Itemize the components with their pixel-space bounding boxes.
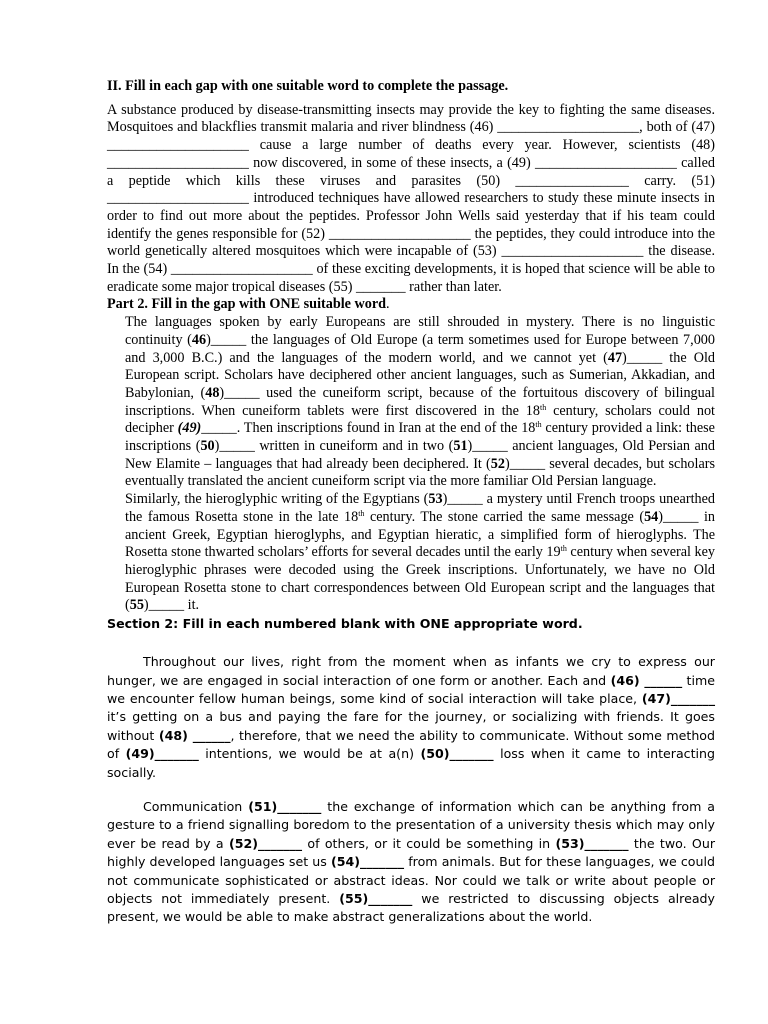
- section-1-passage: A substance produced by disease-transmitting insects may provide the key to fighting the same diseases. Mosquitoes and blackflies transmit malaria and river blindness (46) ____________________, both of (47) ____________________ cause a large number of deaths every year. However, scientists (48) ____________________ now discovered, in some of these insects, a (49) ____________________ called a peptide which kills these viruses and parasites (50) ________________ carry. (51) ____________________ introduced techniques have allowed researchers to study these minute insects in order to find out more about the peptides. Professor John Wells said yesterday that if his team could identify the genes responsible for (52) ____________________ the peptides, they could introduce into the world genetically altered mosquitoes which were incapable of (53) ____________________ the disease. In the (54) ____________________ of these exciting developments, it is hoped that science will be able to eradicate some major tropical diseases (55) _______ rather than later.: [107, 101, 715, 295]
- superscript: th: [539, 402, 547, 412]
- blank-number-53: 53: [428, 491, 443, 508]
- blank-number-48: 48: [205, 384, 220, 401]
- blank-50: (50)_______: [420, 746, 494, 762]
- blank-52: (52)_______: [228, 835, 303, 851]
- blank-number-49: (49): [177, 420, 202, 437]
- section-1: [107, 78, 715, 296]
- blank-47: (47)_______: [641, 690, 715, 706]
- section-2-paragraph-2: [107, 798, 715, 927]
- worksheet-page: [107, 78, 715, 927]
- text-run: )_____ it.: [143, 597, 200, 614]
- blank-48: (48) ______: [158, 727, 231, 743]
- text-run: )_____ a mystery until French troops unearthed the famous Rosetta stone in the late 18: [125, 491, 715, 525]
- text-run: century. The stone carried the same message (: [364, 508, 645, 525]
- section-2: [107, 615, 715, 927]
- section-2-paragraph-1: [107, 653, 715, 782]
- blank-number-46: 46: [191, 331, 207, 348]
- text-run: The languages spoken by early Europeans are still shrouded in mystery. There is no linguistic continuity (: [125, 314, 715, 348]
- text-run: of others, or it could be something in: [302, 835, 556, 851]
- blank-55: (55)_______: [339, 890, 413, 906]
- blank-number-55: 55: [129, 597, 144, 614]
- superscript: th: [560, 544, 567, 554]
- text-run: century when several key hieroglyphic phrases were decoded using the Greek inscriptions. Unfortunately, we have no Old European Rosetta stone to chart correspondences between Old European script and the languages that (: [125, 544, 715, 614]
- text-run: from animals. But for these languages, we could not communicate sophisticated or abstract ideas. Nor could we talk or write about people or objects not immediately present.: [107, 854, 715, 906]
- part-2-paragraph-1: [125, 314, 715, 491]
- text-run: the exchange of information which can be anything from a gesture to a friend signalling boredom to the presentation of a university thesis which may only ever be read by a: [107, 798, 715, 851]
- text-run: )_____ the languages of Old Europe (a term sometimes used for Europe between 7,000 and 3,000 B.C.) and the languages of the modern world, and we cannot yet (: [125, 331, 715, 366]
- text-run: the two. Our highly developed languages set us: [107, 835, 715, 870]
- part-2-passage: [107, 314, 715, 615]
- text-run: , therefore, that we need the ability to communicate. Without some method of: [107, 727, 715, 762]
- section-1-title: II. Fill in each gap with one suitable word to complete the passage.: [107, 78, 509, 94]
- blank-51: (51)_______: [248, 798, 322, 814]
- text-run: )_____ ancient languages, Old Persian and New Elamite – languages that had already been deciphered. It (: [125, 438, 715, 472]
- superscript: th: [358, 508, 365, 518]
- text-run: )_____ the Old European script. Scholars have deciphered other ancient languages, such as Sumerian, Akkadian, and Babylonian, (: [125, 349, 715, 401]
- text-run: we restricted to discussing objects already present, we would be able to make abstract generalizations about the world.: [107, 890, 715, 925]
- blank-number-47: 47: [607, 349, 623, 366]
- text-run: Similarly, the hieroglyphic writing of the Egyptians (: [125, 491, 429, 508]
- text-run: )_____ used the cuneiform script, because of the fortuitous discovery of bilingual inscriptions. When cuneiform tablets were first discovered in the 18: [125, 384, 715, 419]
- blank-number-51: 51: [453, 438, 468, 455]
- text-run: Throughout our lives, right from the moment when as infants we cry to express our hunger, we are engaged in social interaction of one form or another. Each and: [107, 654, 715, 688]
- text-run: loss when it came to interacting socially.: [107, 746, 715, 780]
- text-run: Communication: [143, 798, 249, 814]
- blank-49: (49)_______: [125, 746, 199, 762]
- blank-46: (46) ______: [610, 672, 683, 688]
- part-2-title-text: Part 2. Fill in the gap with ONE suitable word: [107, 296, 387, 313]
- text-run: century, scholars could not decipher: [125, 402, 715, 437]
- superscript: th: [535, 420, 542, 430]
- blank-54: (54)_______: [330, 854, 405, 870]
- part-2-title-period: .: [386, 296, 390, 313]
- part-2-title: [107, 296, 715, 314]
- part-2: [107, 296, 715, 615]
- blank-number-54: 54: [644, 508, 659, 525]
- text-run: )_____ in ancient Greek, Egyptian hieroglyphs, and Egyptian hieratic, a simplified form of hieroglyphs. The Rosetta stone thwarted scholars’ efforts for several decades until the early 19: [125, 508, 716, 561]
- blank-53: (53)_______: [555, 835, 629, 851]
- blank-number-52: 52: [490, 455, 505, 472]
- text-run: century provided a link: these inscriptions (: [125, 420, 715, 455]
- section-2-title: Section 2: Fill in each numbered blank with ONE appropriate word.: [107, 616, 583, 632]
- blank-number-50: 50: [200, 438, 215, 455]
- text-run: time we encounter fellow human beings, some kind of social interaction will take place,: [107, 672, 715, 706]
- text-run: )_____ several decades, but scholars eventually translated the ancient cuneiform script via the more familiar Old Persian language.: [125, 455, 715, 490]
- text-run: it’s getting on a bus and paying the fare for the journey, or socializing with friends. It goes without: [107, 709, 715, 743]
- text-run: _____. Then inscriptions found in Iran at the end of the 18: [201, 420, 536, 437]
- text-run: intentions, we would be at a(n): [198, 746, 421, 762]
- part-2-paragraph-2: [125, 491, 715, 615]
- text-run: )_____ written in cuneiform and in two (: [214, 438, 454, 455]
